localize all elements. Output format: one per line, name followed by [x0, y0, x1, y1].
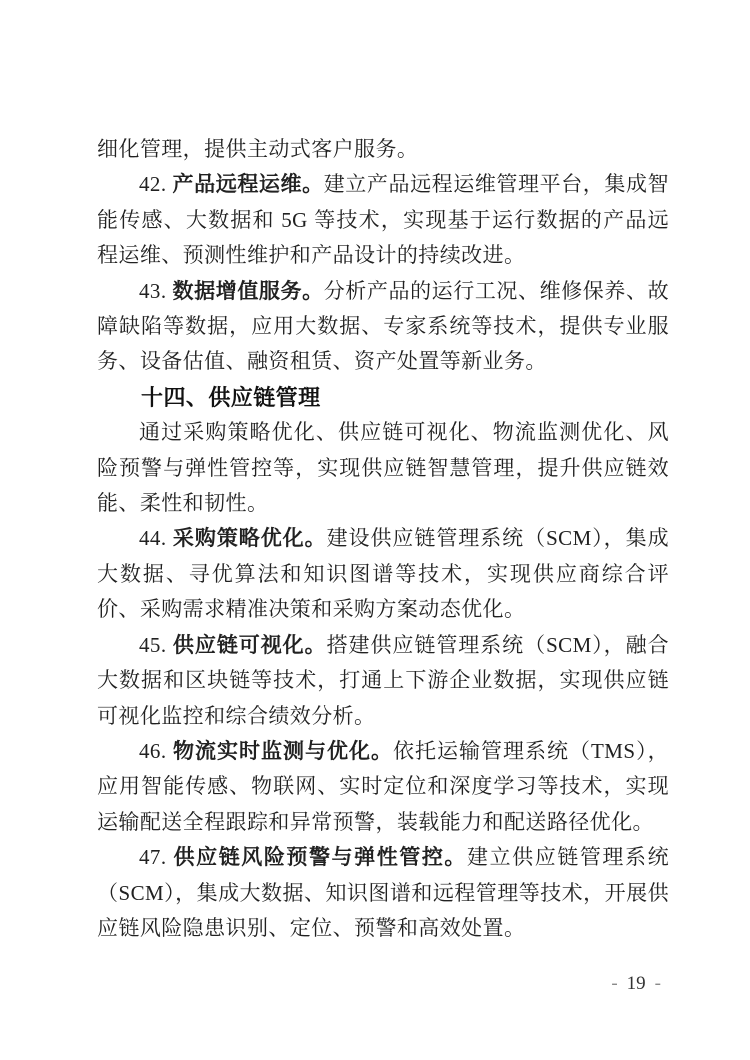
- numbered-item-47: [97, 840, 669, 946]
- document-body: [97, 132, 669, 946]
- paragraph-section-intro: [97, 415, 669, 521]
- footer-dash-right: -: [654, 973, 661, 994]
- numbered-item-43: [97, 274, 669, 380]
- item-number: 43.: [139, 278, 167, 303]
- item-title: 供应链可视化。: [172, 632, 327, 657]
- footer-dash-left: -: [611, 973, 618, 994]
- numbered-item-46: [97, 734, 669, 840]
- item-number: 45.: [139, 632, 167, 657]
- item-title: 供应链风险预警与弹性管控。: [172, 845, 467, 870]
- numbered-item-45: [97, 628, 669, 734]
- item-title: 数据增值服务。: [172, 278, 324, 303]
- item-number: 47.: [139, 845, 167, 870]
- section-heading: 十四、供应链管理: [141, 384, 321, 410]
- paragraph-text: 建设供应链管理系统（SCM），集成大数据、寻优算法和知识图谱等技术，实现供应商综合评价、采购需求精准决策和采购方案动态优化。: [97, 526, 669, 622]
- page-footer: [602, 971, 670, 997]
- item-number: 46.: [139, 738, 167, 763]
- paragraph-text: 细化管理，提供主动式客户服务。: [97, 137, 419, 161]
- item-title: 产品远程运维。: [172, 172, 324, 197]
- item-number: 42.: [139, 172, 167, 197]
- paragraph-text: 建立产品远程运维管理平台，集成智能传感、大数据和 5G 等技术，实现基于运行数据的产品远程运维、预测性维护和产品设计的持续改进。: [97, 172, 669, 268]
- numbered-item-44: [97, 521, 669, 627]
- item-title: 物流实时监测与优化。: [172, 738, 394, 763]
- page-number: 19: [626, 973, 646, 994]
- item-number: 44.: [139, 526, 167, 551]
- paragraph-text: 建立供应链管理系统（SCM），集成大数据、知识图谱和远程管理等技术，开展供应链风险隐患识别、定位、预警和高效处置。: [97, 845, 670, 940]
- numbered-item-42: [97, 167, 669, 273]
- item-title: 采购策略优化。: [172, 526, 327, 551]
- paragraph-text: 依托运输管理系统（TMS），应用智能传感、物联网、实时定位和深度学习等技术，实现运输配送全程跟踪和异常预警，装载能力和配送路径优化。: [97, 738, 669, 834]
- paragraph-text: 分析产品的运行工况、维修保养、故障缺陷等数据，应用大数据、专家系统等技术，提供专业服务、设备估值、融资租赁、资产处置等新业务。: [97, 278, 669, 374]
- paragraph-text: 通过采购策略优化、供应链可视化、物流监测优化、风险预警与弹性管控等，实现供应链智慧管理，提升供应链效能、柔性和韧性。: [97, 420, 669, 516]
- paragraph-text: 搭建供应链管理系统（SCM），融合大数据和区块链等技术，打通上下游企业数据，实现供应链可视化监控和综合绩效分析。: [97, 632, 669, 728]
- paragraph-continuation: [97, 132, 669, 167]
